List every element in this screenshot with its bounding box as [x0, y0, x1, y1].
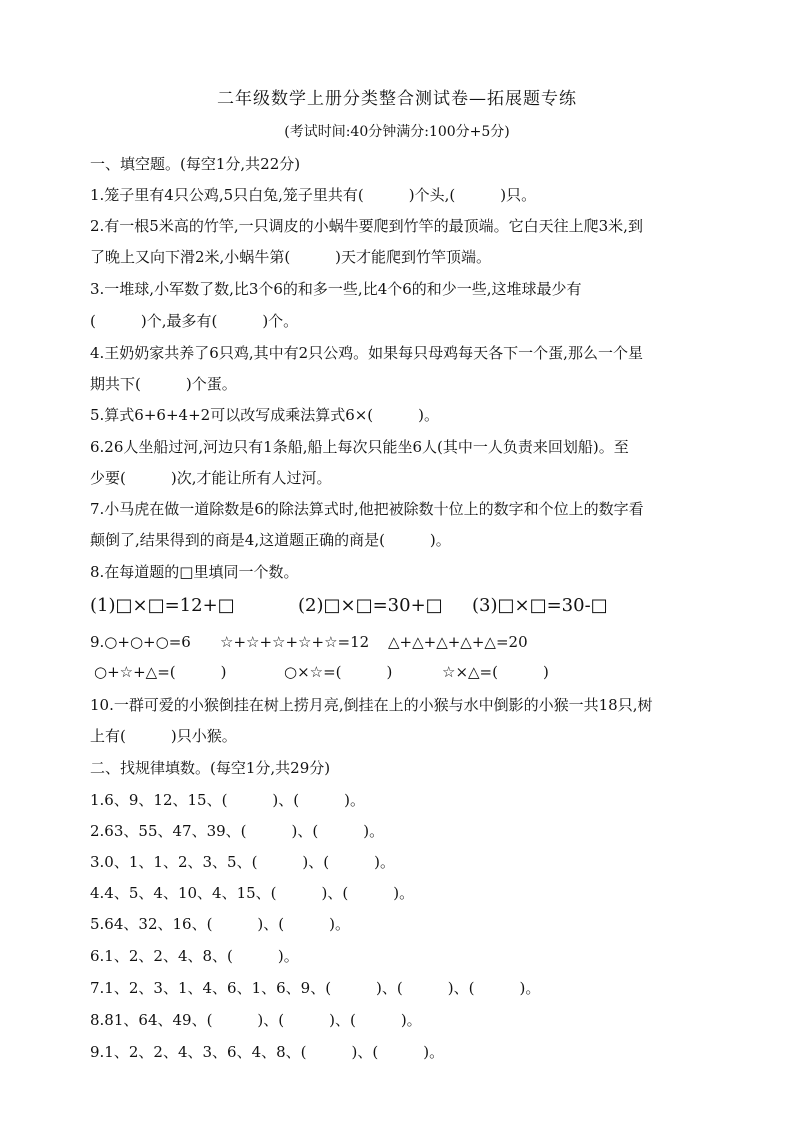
question-9-given-1: 9.○+○+○=6 — [90, 633, 191, 651]
section-1-heading: 一、填空题。(每空1分,共22分) — [90, 155, 301, 173]
pattern-item-6: 6.1、2、2、4、8、( )。 — [90, 947, 299, 965]
question-3-line-2: ( )个,最多有( )个。 — [90, 312, 299, 330]
pattern-item-8: 8.81、64、49、( )、( )、( )。 — [90, 1011, 422, 1029]
question-8-part-3: (3)□×□=30-□ — [472, 595, 608, 616]
question-7-line-2: 颠倒了,结果得到的商是4,这道题正确的商是( )。 — [90, 531, 451, 549]
question-7-line-1: 7.小马虎在做一道除数是6的除法算式时,他把被除数十位上的数字和个位上的数字看 — [90, 500, 644, 518]
question-9-ask-3: ☆×△=( ) — [442, 663, 549, 681]
pattern-item-2: 2.63、55、47、39、( )、( )。 — [90, 822, 385, 840]
question-9-given-3: △+△+△+△+△=20 — [388, 633, 528, 651]
question-4-line-1: 4.王奶奶家共养了6只鸡,其中有2只公鸡。如果每只母鸡每天各下一个蛋,那么一个星 — [90, 344, 643, 362]
question-8-part-1: (1)□×□=12+□ — [90, 595, 235, 616]
question-1: 1.笼子里有4只公鸡,5只白兔,笼子里共有( )个头,( )只。 — [90, 186, 537, 204]
page-subtitle: (考试时间:40分钟满分:100分+5分) — [284, 124, 510, 140]
question-2-line-1: 2.有一根5米高的竹竿,一只调皮的小蜗牛要爬到竹竿的最顶端。它白天往上爬3米,到 — [90, 217, 643, 235]
question-4-line-2: 期共下( )个蛋。 — [90, 375, 237, 393]
pattern-item-9: 9.1、2、2、4、3、6、4、8、( )、( )。 — [90, 1043, 445, 1061]
question-3-line-1: 3.一堆球,小军数了数,比3个6的和多一些,比4个6的和少一些,这堆球最少有 — [90, 280, 582, 298]
pattern-item-1: 1.6、9、12、15、( )、( )。 — [90, 791, 365, 809]
question-9-ask-1: ○+☆+△=( ) — [94, 663, 227, 681]
page-title: 二年级数学上册分类整合测试卷—拓展题专练 — [217, 89, 577, 109]
question-9-given-2: ☆+☆+☆+☆+☆=12 — [220, 633, 370, 651]
question-8-part-2: (2)□×□=30+□ — [298, 595, 443, 616]
pattern-item-3: 3.0、1、1、2、3、5、( )、( )。 — [90, 853, 395, 871]
section-2-heading: 二、找规律填数。(每空1分,共29分) — [90, 759, 331, 777]
question-10-line-1: 10.一群可爱的小猴倒挂在树上捞月亮,倒挂在上的小猴与水中倒影的小猴一共18只,树 — [90, 696, 653, 714]
pattern-item-4: 4.4、5、4、10、4、15、( )、( )。 — [90, 884, 415, 902]
pattern-item-7: 7.1、2、3、1、4、6、1、6、9、( )、( )、( )。 — [90, 979, 541, 997]
pattern-item-5: 5.64、32、16、( )、( )。 — [90, 915, 350, 933]
question-6-line-1: 6.26人坐船过河,河边只有1条船,船上每次只能坐6人(其中一人负责来回划船)。至 — [90, 438, 629, 456]
question-5: 5.算式6+6+4+2可以改写成乘法算式6×( )。 — [90, 406, 440, 424]
question-8: 8.在每道题的□里填同一个数。 — [90, 563, 299, 581]
question-6-line-2: 少要( )次,才能让所有人过河。 — [90, 469, 332, 487]
question-9-ask-2: ○×☆=( ) — [284, 663, 393, 681]
question-10-line-2: 上有( )只小猴。 — [90, 727, 237, 745]
question-2-line-2: 了晚上又向下滑2米,小蜗牛第( )天才能爬到竹竿顶端。 — [90, 248, 492, 266]
